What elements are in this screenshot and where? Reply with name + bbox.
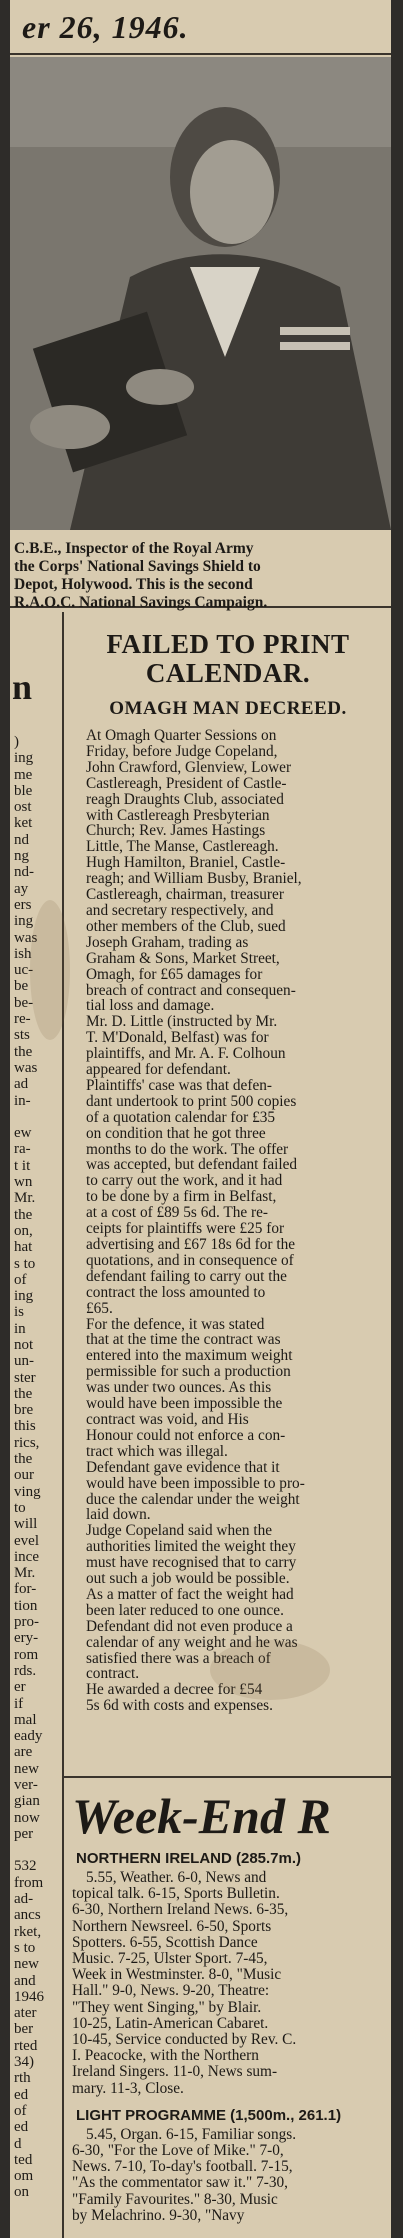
article-line: Friday, before Judge Copeland, [86,742,278,760]
left-column-line: ince [14,1548,39,1565]
programme-line: News. 7-10, To-day's football. 7-15, [72,2158,293,2176]
left-column-line: ater [14,2005,37,2022]
article-line: Joseph Graham, trading as [86,933,249,951]
left-column-line: nd [14,831,29,848]
programme-line: Week in Westminster. 8-0, "Music [72,1966,282,1984]
left-column-line: ost [14,799,32,816]
left-column-line: Mr. [14,1190,36,1207]
article-line: For the defence, it was stated [86,1315,265,1333]
programme-line: I. Peacocke, with the Northern [72,2047,259,2065]
programme-line: "As the commentator saw it." 7-30, [72,2174,288,2192]
left-column-line: eady [14,1728,43,1745]
article-paragraph [72,1014,384,1078]
programme-line: 5.55, Weather. 6-0, News and [86,1869,267,1886]
programme-line: "Family Favourites." 8-30, Music [72,2190,278,2208]
left-column-line: ers [14,896,32,913]
left-column-line: ed [14,2119,29,2136]
article-line: and secretary respectively, and [86,901,274,919]
left-column-line: ng [14,848,29,865]
left-column-line: rket, [14,1923,42,1940]
left-column-line: on [14,2184,29,2201]
left-column-line: is [14,1304,25,1321]
left-column-line: ving [14,1483,41,1500]
article-line: ceipts for plaintiffs were £25 for [86,1220,285,1238]
article-line: John Crawford, Glenview, Lower [86,758,292,776]
station-programme [72,2127,384,2224]
left-column-line: ing [14,750,34,767]
left-column-line: hat [14,1239,33,1256]
article-paragraph [72,1317,384,1460]
left-column-line: the [14,1206,33,1223]
programme-line: "They went Singing," by Blair. [72,1998,262,2016]
left-column-line: ancs [14,1907,41,1924]
left-column-line [10,1109,60,1125]
left-column-line: uc- [14,962,34,979]
left-column-line: 34) [14,2054,34,2071]
programme-line: Hall." 9-0, News. 9-20, Theatre: [72,1982,270,2000]
caption-line: Depot, Holywood. This is the second [14,576,253,593]
article-line: duce the calendar under the weight [86,1490,300,1508]
article-line: to carry out the work, and it had [86,1172,283,1190]
article-line: plaintiffs, and Mr. A. F. Colhoun [86,1045,286,1063]
newspaper-clipping [10,0,391,2238]
programme-line: Music. 7-25, Ulster Sport. 7-45, [72,1950,268,1968]
left-column-line: ble [14,782,33,799]
left-column-line: ish [14,945,32,962]
left-column-line: our [14,1467,34,1484]
weekend-title: Week-End R [72,1788,331,1844]
left-column-line: t it [14,1157,31,1174]
programme-line: mary. 11-3, Close. [72,2079,184,2097]
article-line: authorities limited the weight they [86,1538,296,1556]
programme-line: Spotters. 6-55, Scottish Dance [72,1933,258,1951]
left-column-line: rics, [14,1434,40,1451]
left-column-line: un- [14,1353,34,1370]
left-column-line: be [14,978,29,995]
left-column-line: was [14,929,38,946]
left-column-line: ing [14,1288,34,1305]
article-line: Defendant gave evidence that it [86,1458,280,1476]
left-column-line: er [14,1679,26,1696]
left-column-line: pro- [14,1614,39,1631]
left-column-line: the [14,1451,33,1468]
article-line: Omagh, for £65 damages for [86,965,263,983]
left-column-line: ted [14,2151,33,2168]
article-subhead: OMAGH MAN DECREED. [109,698,347,719]
article-line: been later reduced to one ounce. [86,1601,284,1619]
left-column-line: me [14,766,33,783]
article-line: entered into the maximum weight [86,1347,293,1365]
article-headline: FAILED TO PRINT CALENDAR. [106,629,350,688]
article-line: He awarded a decree for £54 [86,1681,263,1699]
left-column-line: ing [14,913,34,930]
article-line: on condition that he got three [86,1124,266,1142]
article-line: satisfied there was a breach of [86,1649,271,1667]
article-line: Defendant did not even produce a [86,1617,293,1635]
left-column-line: s to [14,1255,36,1272]
left-column-line: ery- [14,1630,39,1647]
left-column-line: Mr. [14,1565,36,1582]
left-column-line: mal [14,1711,37,1728]
station-heading: NORTHERN IRELAND (285.7m.) [76,1850,302,1867]
article-line: tial loss and damage. [86,997,215,1015]
caption-line: C.B.E., Inspector of the Royal Army [14,540,254,557]
left-column-line: rom [14,1646,39,1663]
article-line: tract which was illegal. [86,1442,228,1460]
left-column-line: on, [14,1222,33,1239]
left-column-line: of [14,1271,27,1288]
left-column-line: this [14,1418,36,1435]
article-paragraph [72,1078,384,1317]
programme-line: 5.45, Organ. 6-15, Familiar songs. [86,2125,297,2143]
programme-line: 10-45, Service conducted by Rev. C. [72,2031,297,2049]
left-column-line: will [14,1516,38,1533]
left-column-line: evel [14,1532,39,1549]
left-column-line: in- [14,1092,31,1109]
left-column-line: wn [14,1174,33,1191]
section-rule [62,1776,391,1778]
left-column-line: be- [14,994,34,1011]
left-column-line: the [14,1043,33,1060]
left-column-line: in [14,1320,26,1337]
article-line: dant undertook to print 500 copies [86,1092,297,1110]
article-line: with Castlereagh Presbyterian [86,806,270,824]
left-column-line: are [14,1744,33,1761]
left-column-line: per [14,1825,34,1842]
photograph [10,57,391,530]
article-line: defendant failing to carry out the [86,1267,287,1285]
left-column-line: ver- [14,1777,38,1793]
left-column-line: ket [14,815,33,832]
article-line: other members of the Club, sued [86,917,286,935]
article-line: £65. [86,1299,113,1317]
programme-line: 10-25, Latin-American Cabaret. [72,2014,269,2032]
article-line: would have been impossible the [86,1395,283,1413]
left-column-line: 532 [14,1858,37,1875]
left-column-line: rds. [14,1662,37,1679]
column-rule [62,612,64,2238]
article-line: 5s 6d with costs and expenses. [86,1697,273,1715]
photo-image [10,57,391,530]
article-line: Honour could not enforce a con- [86,1426,286,1444]
article-line: At Omagh Quarter Sessions on [86,727,277,744]
article-line: calendar of any weight and he was [86,1633,298,1651]
article-line: contract was void, and His [86,1410,249,1428]
left-column-line: and [14,1972,36,1989]
left-column-line: ) [14,734,19,750]
left-column-line: om [14,2168,34,2185]
article-line: permissible for such a production [86,1363,291,1381]
caption-line: the Corps' National Savings Shield to [14,558,261,575]
station-heading: LIGHT PROGRAMME (1,500m., 261.1) [76,2106,342,2124]
left-column-line: ew [14,1125,32,1142]
left-column-line: ad [14,1076,29,1093]
article-line: reagh; and William Busby, Braniel, [86,870,302,888]
article-line: laid down. [86,1506,151,1524]
article-line: contract. [86,1665,140,1683]
programme-line: Ireland Singers. 11-0, News sum- [72,2063,278,2081]
article-failed-to-print [72,612,384,1774]
left-column-line: if [14,1695,24,1712]
article-line: T. M'Donald, Belfast) was for [86,1029,269,1047]
paper-stain [210,1640,330,1700]
left-column-line: ad- [14,1891,34,1908]
left-column-line: was [14,1059,38,1076]
article-line: out such a job would be possible. [86,1570,290,1588]
left-column-line [10,1842,60,1858]
article-line: appeared for defendant. [86,1061,231,1079]
article-line: contract the loss amounted to [86,1283,266,1301]
article-line: Judge Copeland said when the [86,1522,273,1540]
left-column-line: nd- [14,864,34,881]
article-line: Plaintiffs' case was that defen- [86,1076,272,1094]
left-column-line: to [14,1499,26,1516]
caption-line: R.A.O.C. National Savings Campaign. [14,594,268,611]
photo-caption [10,532,391,611]
article-paragraph [72,1460,384,1524]
left-column-line: rth [14,2070,31,2087]
article-line: advertising and £67 18s 6d for the [86,1236,296,1253]
programme-line: Northern Newsreel. 6-50, Sports [72,1917,272,1935]
article-body [72,728,384,1714]
left-column-line: ed [14,2086,29,2103]
article-line: Hugh Hamilton, Braniel, Castle- [86,854,286,872]
article-line: Church; Rev. James Hastings [86,822,266,840]
station-programme [72,1870,384,2097]
radio-listings [72,1850,384,2224]
programme-line: topical talk. 6-15, Sports Bulletin. [72,1885,280,1903]
left-column-line: ay [14,880,29,897]
programme-line: 6-30, Northern Ireland News. 6-35, [72,1901,289,1919]
left-column-fragment [10,612,60,2238]
article-line: was under two ounces. As this [86,1379,272,1397]
article-line: quotations, and in consequence of [86,1251,294,1269]
article-line: Castlereagh, chairman, treasurer [86,886,284,904]
article-line: reagh Draughts Club, associated [86,790,284,808]
article-line: to be done by a firm in Belfast, [86,1188,277,1206]
left-column-line: gian [14,1793,40,1810]
article-line: of a quotation calendar for £35 [86,1108,276,1126]
left-column-line: ber [14,2021,34,2038]
left-column-line: rted [14,2037,38,2054]
article-line: at a cost of £89 5s 6d. The re- [86,1204,268,1222]
article-line: would have been impossible to pro- [86,1474,305,1492]
article-line: As a matter of fact the weight had [86,1585,294,1603]
left-column-line: bre [14,1402,34,1419]
article-line: was accepted, but defendant failed [86,1156,298,1174]
programme-line: 6-30, "For the Love of Mike." 7-0, [72,2142,284,2160]
article-line: Castlereagh, President of Castle- [86,774,287,792]
left-column-line: s to [14,1939,36,1956]
left-column-line: of [14,2102,27,2119]
paper-stain [30,900,70,1040]
article-line: breach of contract and consequen- [86,981,296,999]
article-line: months to do the work. The offer [86,1140,289,1158]
left-column-line: sts [14,1027,30,1044]
left-column-heading-fragment: n [12,667,33,707]
left-column-line: ra- [14,1141,31,1158]
dateline: er 26, 1946. [10,0,391,55]
left-column-line: d [14,2135,22,2152]
article-line: Graham & Sons, Market Street, [86,949,280,967]
article-line: Mr. D. Little (instructed by Mr. [86,1013,278,1031]
left-column-line: tion [14,1597,38,1614]
left-column-line: the [14,1385,33,1402]
article-line: Little, The Manse, Castlereagh. [86,838,279,856]
article-line: that at the time the contract was [86,1331,281,1349]
left-column-line: ster [14,1369,36,1386]
left-column-line: re- [14,1011,31,1028]
left-column-line: for- [14,1581,37,1598]
left-column-line: from [14,1874,44,1891]
left-column-line: now [14,1809,40,1826]
left-column-line: new [14,1956,39,1973]
article-line: must have recognised that to carry [86,1554,297,1572]
left-column-line: new [14,1760,39,1777]
left-column-line: not [14,1336,34,1353]
programme-line: by Melachrino. 9-30, "Navy [72,2206,245,2224]
article-paragraph [72,728,384,1014]
left-column-line: 1946 [14,1988,44,2005]
